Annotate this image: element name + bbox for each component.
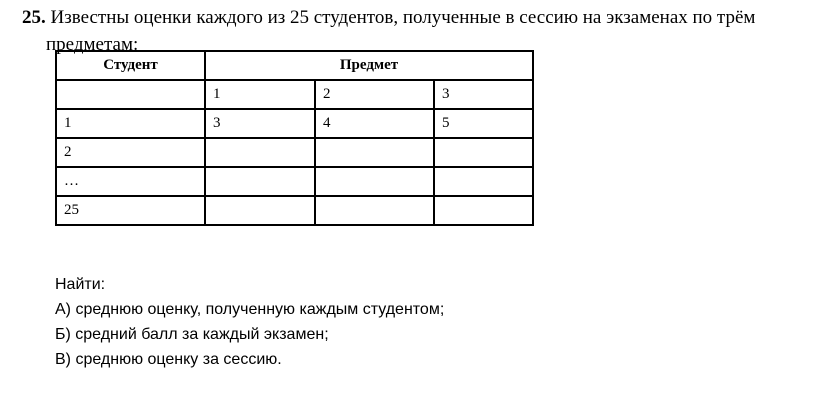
- subject-number-1: 1: [205, 80, 315, 109]
- grade-cell: [205, 138, 315, 167]
- grade-cell: [315, 196, 434, 225]
- header-student: Студент: [56, 51, 205, 80]
- grade-cell: [434, 167, 533, 196]
- grade-cell: [434, 196, 533, 225]
- task-c: В) среднюю оценку за сессию.: [55, 351, 282, 368]
- grade-cell: [315, 138, 434, 167]
- task-a: А) среднюю оценку, полученную каждым студентом;: [55, 301, 445, 318]
- grade-cell: 4: [315, 109, 434, 138]
- grade-cell: [315, 167, 434, 196]
- grade-cell: [434, 138, 533, 167]
- problem-text-line1: Известны оценки каждого из 25 студентов, полученные в сессию на экзаменах по трём: [50, 7, 756, 28]
- table-row: [56, 109, 533, 138]
- grade-cell: 3: [205, 109, 315, 138]
- student-cell: 2: [56, 138, 205, 167]
- grade-cell: 5: [434, 109, 533, 138]
- task-b: Б) средний балл за каждый экзамен;: [55, 326, 329, 343]
- table-row: [56, 138, 533, 167]
- table-row: [56, 196, 533, 225]
- task-list: [55, 272, 444, 372]
- student-cell: …: [56, 167, 205, 196]
- task-title: Найти:: [55, 276, 106, 293]
- student-cell: 25: [56, 196, 205, 225]
- subject-number-3: 3: [434, 80, 533, 109]
- grade-cell: [205, 167, 315, 196]
- problem-number: 25.: [22, 7, 46, 28]
- grade-cell: [205, 196, 315, 225]
- table-header-row: [56, 51, 533, 80]
- table-cell: [56, 80, 205, 109]
- table-row: [56, 167, 533, 196]
- header-subject: Предмет: [205, 51, 533, 80]
- grades-table: [55, 50, 534, 226]
- student-cell: 1: [56, 109, 205, 138]
- problem-text-line2: предметам:: [46, 34, 139, 55]
- subject-number-2: 2: [315, 80, 434, 109]
- subject-numbers-row: [56, 80, 533, 109]
